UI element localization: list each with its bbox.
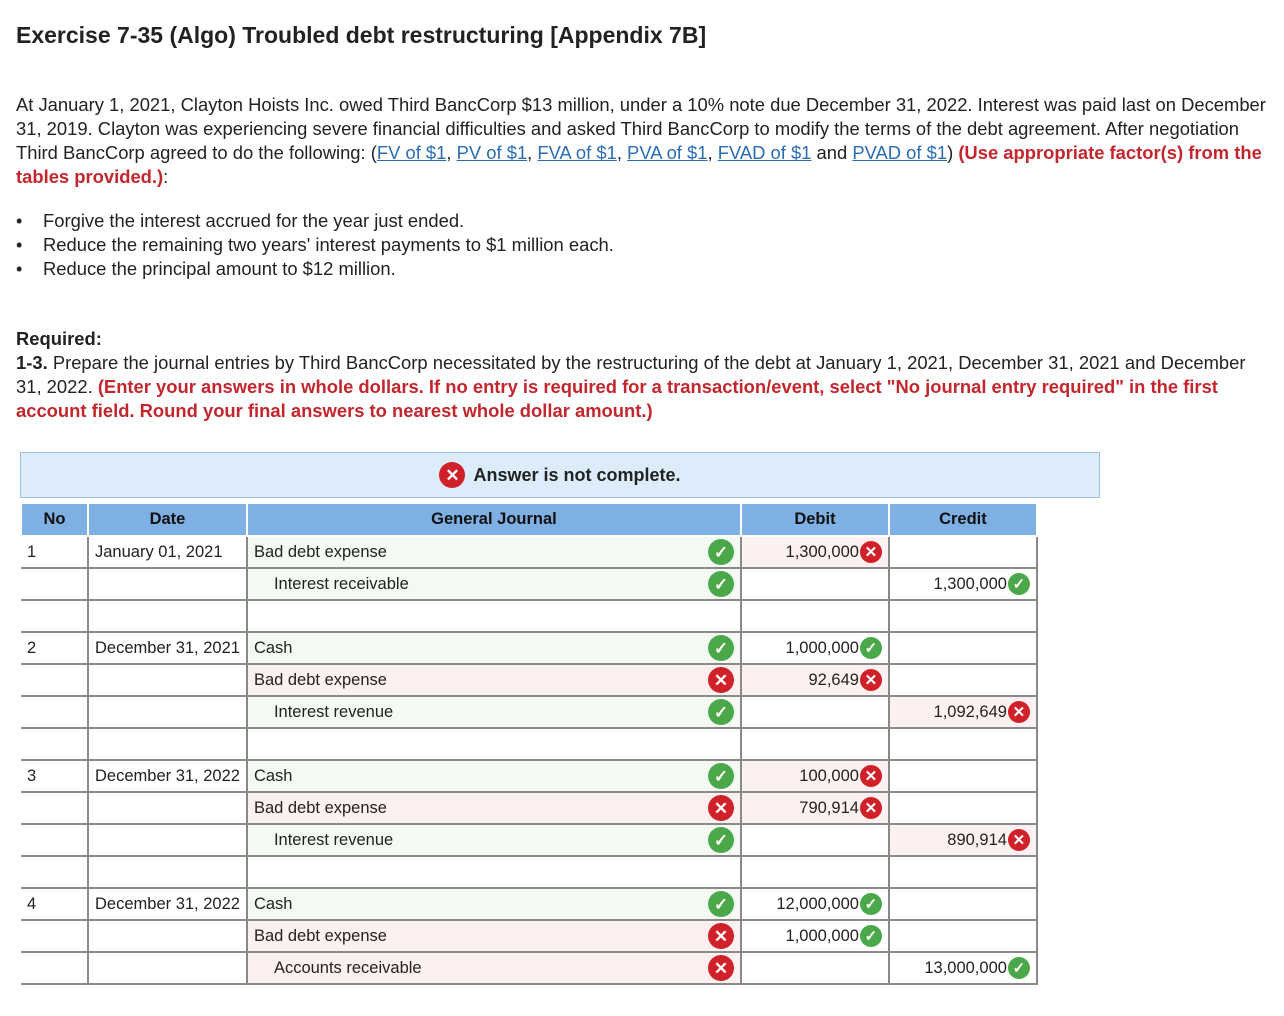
credit-input[interactable] [889,600,1037,632]
credit-input[interactable] [889,792,1037,824]
account-select[interactable]: Bad debt expense [247,664,702,696]
credit-input[interactable] [889,536,1037,568]
x-circle-icon: ✕ [1008,701,1030,723]
debit-input[interactable] [741,696,889,728]
required-instruction: (Enter your answers in whole dollars. If no entry is required for a transaction/event, select "No journal entry required" in the first account field. Round your final answers to nearest whole dollar amount.) [16,376,1218,421]
entry-number [21,856,88,888]
table-row [21,632,1037,664]
link-fvad[interactable]: FVAD of $1 [717,142,812,163]
table-header-row [21,504,1037,536]
credit-input[interactable] [889,952,1037,984]
entry-number [21,792,88,824]
debit-value: 1,300,000 [785,542,859,561]
debit-input[interactable] [741,952,889,984]
table-row [21,792,1037,824]
account-select[interactable]: Bad debt expense [247,536,702,568]
debit-input[interactable] [741,792,889,824]
debit-input[interactable] [741,888,889,920]
account-status [702,600,741,632]
page-title: Exercise 7-35 (Algo) Troubled debt restructuring [Appendix 7B] [16,22,707,48]
entry-date-select[interactable]: January 01, 2021 [88,536,247,568]
account-status [702,920,741,952]
x-circle-icon: ✕ [708,795,734,821]
debit-input[interactable] [741,536,889,568]
account-status [702,696,741,728]
header-date: Date [88,504,247,536]
x-circle-icon: ✕ [708,923,734,949]
entry-number [21,664,88,696]
check-circle-icon: ✓ [708,827,734,853]
entry-number [21,824,88,856]
account-status [702,568,741,600]
journal-body [21,536,1037,984]
debit-input[interactable] [741,568,889,600]
debit-input[interactable] [741,760,889,792]
required-number: 1-3. [16,352,48,373]
credit-input[interactable] [889,728,1037,760]
header-debit: Debit [741,504,889,536]
x-circle-icon: ✕ [860,765,882,787]
list-item: • Reduce the remaining two years' interest payments to $1 million each. [16,233,614,257]
credit-input[interactable] [889,920,1037,952]
credit-input[interactable] [889,664,1037,696]
link-pv[interactable]: PV of $1 [456,142,528,163]
link-pvad[interactable]: PVAD of $1 [852,142,948,163]
account-select[interactable]: Interest revenue [247,696,702,728]
credit-value: 1,300,000 [933,574,1007,593]
credit-input[interactable] [889,696,1037,728]
account-select[interactable] [247,856,702,888]
account-select[interactable]: Cash [247,632,702,664]
entry-date-select[interactable]: December 31, 2022 [88,888,247,920]
debit-value: 1,000,000 [785,926,859,945]
x-circle-icon: ✕ [860,541,882,563]
header-general-journal: General Journal [247,504,741,536]
account-select[interactable] [247,600,702,632]
credit-input[interactable] [889,824,1037,856]
table-row [21,920,1037,952]
account-status [702,888,741,920]
check-circle-icon: ✓ [708,699,734,725]
entry-date-select[interactable]: December 31, 2021 [88,632,247,664]
check-circle-icon: ✓ [708,571,734,597]
table-row [21,664,1037,696]
entry-number: 2 [21,632,88,664]
entry-number [21,952,88,984]
debit-value: 100,000 [799,766,859,785]
check-circle-icon: ✓ [708,891,734,917]
link-pva[interactable]: PVA of $1 [627,142,708,163]
credit-value: 890,914 [947,830,1007,849]
debit-value: 92,649 [808,670,859,689]
debit-input[interactable] [741,824,889,856]
account-select[interactable]: Cash [247,760,702,792]
table-row [21,568,1037,600]
credit-input[interactable] [889,568,1037,600]
account-status [702,536,741,568]
table-row [21,824,1037,856]
problem-description: At January 1, 2021, Clayton Hoists Inc. owed Third BancCorp $13 million, under a 10% note due December 31, 2022. Interest was paid last on December 31, 2019. Clayton was experiencing severe financial difficulties and asked Third BancCorp to modify the terms of the debt agreement. After negotiation Third BancCorp agreed to do the following: (FV of $1, PV of $1, FVA of $1, PVA of $1, FVAD of $1 and PVAD of $1) (Use appropriate factor(s) from the tables provided.): [16,94,1266,187]
debit-input[interactable] [741,664,889,696]
credit-input[interactable] [889,632,1037,664]
instruction-text: (Use appropriate factor(s) from the tables provided.) [16,142,1262,187]
x-circle-icon: ✕ [860,797,882,819]
credit-input[interactable] [889,888,1037,920]
required-text: Prepare the journal entries by Third BancCorp necessitated by the restructuring of the debt at January 1, 2021, December 31, 2021 and December 31, 2022. [16,352,1246,397]
account-select[interactable]: Interest revenue [247,824,702,856]
check-circle-icon: ✓ [708,539,734,565]
account-status [702,792,741,824]
account-select[interactable]: Accounts receivable [247,952,702,984]
account-status [702,856,741,888]
entry-date-select[interactable] [88,920,247,952]
entry-number [21,600,88,632]
table-row [21,888,1037,920]
debit-input[interactable] [741,856,889,888]
entry-number [21,696,88,728]
check-circle-icon: ✓ [708,763,734,789]
entry-date-select[interactable]: December 31, 2022 [88,760,247,792]
account-status [702,824,741,856]
x-circle-icon: ✕ [860,669,882,691]
table-row [21,536,1037,568]
entry-date-select[interactable] [88,696,247,728]
account-status [702,728,741,760]
intro-text: At January 1, 2021, Clayton Hoists Inc. owed Third BancCorp $13 million, under a 10% note due December 31, 2022. Interest was paid last on December 31, 2019. Clayton was experiencing severe financial difficulties and asked Third BancCorp to modify the terms of the debt agreement. After negotiation Third BancCorp agreed to do the following: ( [16,94,1266,163]
account-select[interactable]: Bad debt expense [247,792,702,824]
debit-value: 1,000,000 [785,638,859,657]
entry-date-select[interactable] [88,568,247,600]
account-status [702,632,741,664]
required-section [16,327,1271,423]
list-item: • Forgive the interest accrued for the year just ended. [16,209,614,233]
link-fva[interactable]: FVA of $1 [537,142,617,163]
account-select[interactable] [247,728,702,760]
entry-date-select[interactable] [88,600,247,632]
header-no: No [21,504,88,536]
credit-value: 1,092,649 [933,702,1007,721]
debit-input[interactable] [741,600,889,632]
x-circle-icon: ✕ [1008,829,1030,851]
debit-input[interactable] [741,632,889,664]
entry-date-select[interactable] [88,824,247,856]
credit-input[interactable] [889,856,1037,888]
check-circle-icon: ✓ [860,925,882,947]
terms-list [16,209,614,281]
link-fv[interactable]: FV of $1 [376,142,447,163]
table-row [21,856,1037,888]
header-credit: Credit [889,504,1037,536]
entry-number: 4 [21,888,88,920]
check-circle-icon: ✓ [708,635,734,661]
account-select[interactable]: Interest receivable [247,568,702,600]
journal-table [20,504,1038,985]
check-circle-icon: ✓ [1008,957,1030,979]
check-circle-icon: ✓ [1008,573,1030,595]
x-circle-icon: ✕ [708,667,734,693]
entry-number: 3 [21,760,88,792]
account-status [702,664,741,696]
x-circle-icon: ✕ [439,462,465,488]
table-row [21,760,1037,792]
table-row [21,952,1037,984]
entry-date-select[interactable] [88,952,247,984]
check-circle-icon: ✓ [860,893,882,915]
answer-status-banner [20,452,1100,498]
account-select[interactable]: Cash [247,888,702,920]
required-label: Required: [16,328,102,349]
entry-date-select[interactable] [88,856,247,888]
debit-input[interactable] [741,728,889,760]
account-select[interactable]: Bad debt expense [247,920,702,952]
debit-input[interactable] [741,920,889,952]
entry-number [21,568,88,600]
account-status [702,952,741,984]
table-row [21,696,1037,728]
entry-date-select[interactable] [88,792,247,824]
debit-value: 790,914 [799,798,859,817]
entry-number [21,728,88,760]
entry-number [21,920,88,952]
account-status [702,760,741,792]
entry-number: 1 [21,536,88,568]
table-row [21,600,1037,632]
credit-value: 13,000,000 [924,958,1007,977]
debit-value: 12,000,000 [776,894,859,913]
entry-date-select[interactable] [88,664,247,696]
credit-input[interactable] [889,760,1037,792]
entry-date-select[interactable] [88,728,247,760]
x-circle-icon: ✕ [708,955,734,981]
banner-text: Answer is not complete. [473,464,681,485]
table-row [21,728,1037,760]
list-item: • Reduce the principal amount to $12 million. [16,257,614,281]
check-circle-icon: ✓ [860,637,882,659]
